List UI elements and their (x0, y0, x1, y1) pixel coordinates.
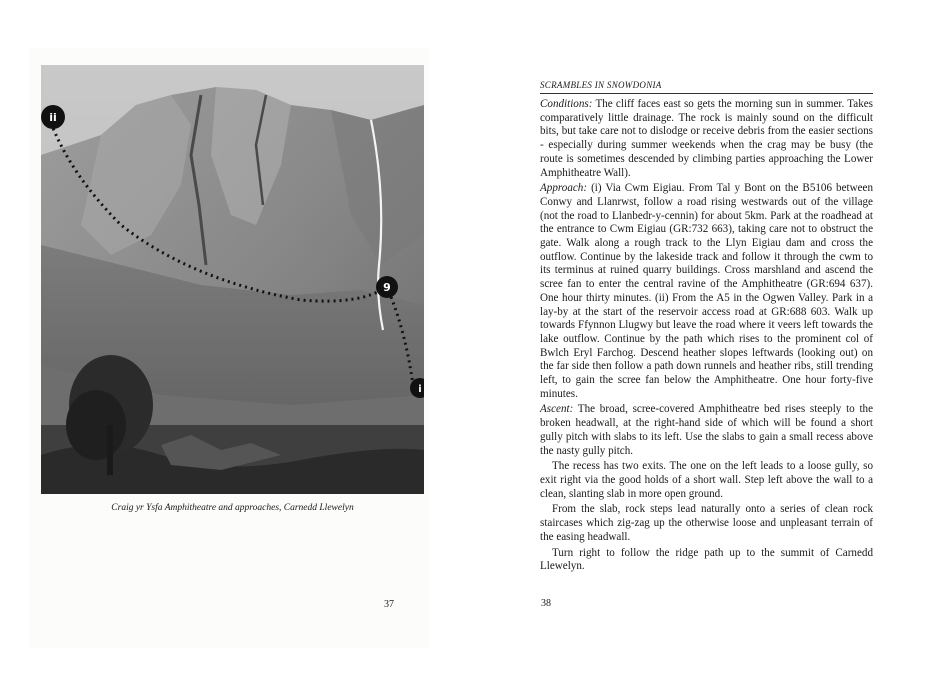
right-page (540, 80, 873, 576)
paragraph-ascent: Ascent: The broad, scree-covered Amphitheatre bed rises steeply to the broken headwall, at the right-hand side of which will be found a short gully pitch with slabs to its left. Use the slabs to gain a small recess above the nasty gully pitch. (540, 403, 873, 457)
svg-text:ii: ii (49, 111, 57, 124)
paragraph-recess: The recess has two exits. The one on the left leads to a loose gully, so exit right via the good holds of a short wall. Step left above the wall to a clean, slanting slab in more open ground. (540, 460, 873, 500)
paragraph-summit: Turn right to follow the ridge path up to the summit of Carnedd Llewelyn. (540, 546, 873, 573)
svg-text:i: i (418, 384, 422, 395)
paragraph-slab: From the slab, rock steps lead naturally onto a series of clean rock staircases which zig-zag up the otherwise loose and unpleasant terrain of the easing headwall. (540, 503, 873, 543)
body-text (540, 98, 873, 574)
page-number-left: 37 (384, 599, 394, 610)
marker-ii (41, 105, 65, 129)
paragraph-conditions: Conditions: The cliff faces east so gets the morning sun in summer. Takes comparatively little drainage. The rock is mainly sound on the difficult bits, but take care not to dislodge or receive debris from the easier sections - especially during summer weekends when the crag may be busy (the route is sometimes descended by climbing parties approaching the Lower Amphitheatre Wall). (540, 98, 873, 179)
marker-9 (376, 276, 398, 298)
page-number-right: 38 (541, 598, 551, 609)
photo-caption: Craig yr Ysfa Amphitheatre and approaches, Carnedd Llewelyn (111, 503, 354, 513)
label-approach: Approach: (540, 182, 588, 195)
label-ascent: Ascent: (540, 403, 574, 416)
running-head: SCRAMBLES IN SNOWDONIA (540, 80, 873, 94)
svg-text:9: 9 (383, 281, 391, 294)
paragraph-approach: Approach: (i) Via Cwm Eigiau. From Tal y Bont on the B5106 between Conwy and Llanrwst, follow a road rising westwards out of the village (not the road to Llanbedr-y-cennin) for about 5km. Park at the roadhead at the entrance to Cwm Eigiau (GR:732 663), taking care not to obstruct the gate. Walk along a rough track to the Llyn Eigiau dam and cross the outflow. Continue by the lakeside track and follow it through the cwm to its terminus at ruined quarry buildings. Cross marshland and ascend the scree fan to enter the central ravine of the Amphitheatre (GR:694 637). One hour thirty minutes. (ii) From the A5 in the Ogwen Valley. Park in a lay-by at the start of the reservoir access road at GR:688 603. Walk up towards Ffynnon Llugwy but leave the road where it veers left towards the lake outflow. Continue by the path which rises to the prominent col of Bwlch Eryl Farchog. Descend heather slopes leftwards (looking out) on the far side then follow a path down runnels and heather ribs, still trending left, to gain the scree fan below the Amphitheatre. One hour forty-five minutes. (540, 182, 873, 400)
label-conditions: Conditions: (540, 98, 593, 110)
mountain-photo (41, 65, 424, 494)
